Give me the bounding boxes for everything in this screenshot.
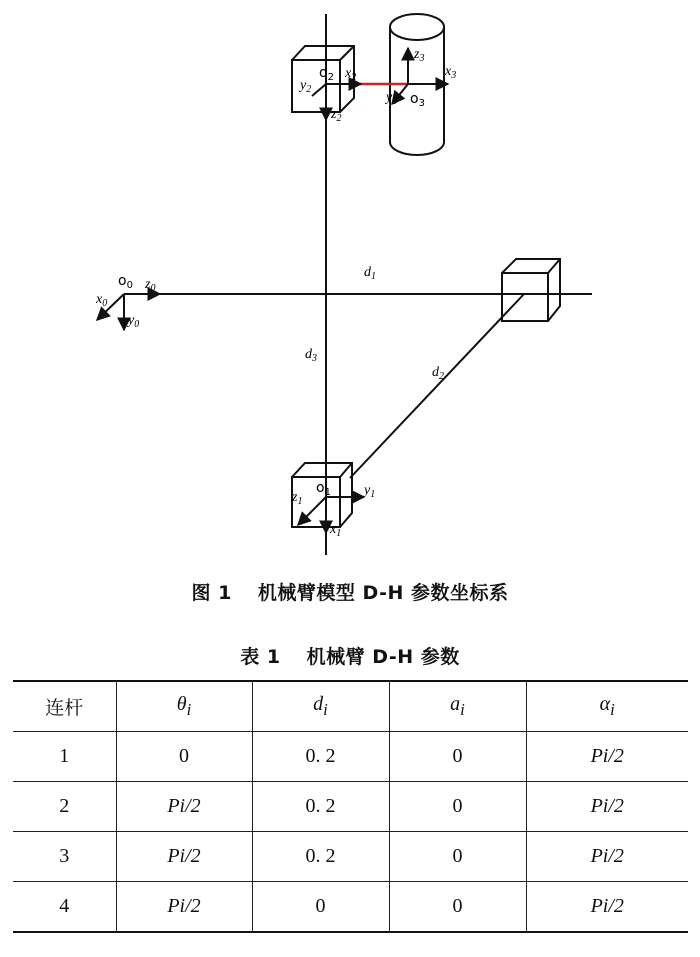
table-caption-label: 表 1 — [240, 646, 281, 668]
cell-alpha: Pi/2 — [526, 732, 688, 782]
label-o0: $o_0$ — [118, 273, 133, 291]
table-caption — [0, 642, 700, 669]
joint-box-right — [502, 259, 560, 321]
cell-d: 0. 2 — [252, 732, 389, 782]
label-d1: $d_1$ — [364, 265, 376, 282]
header-a: $a_i$ — [389, 681, 526, 732]
label-o3: $o_3$ — [410, 91, 425, 109]
cell-theta: Pi/2 — [116, 782, 252, 832]
cell-a: 0 — [389, 832, 526, 882]
label-x3: $x_3$ — [445, 64, 457, 81]
cell-link: 1 — [59, 745, 70, 767]
label-y1: $y_1$ — [364, 483, 376, 500]
label-z3: $z_3$ — [414, 47, 425, 64]
label-z1: $z_1$ — [292, 490, 303, 507]
cell-a: 0 — [389, 782, 526, 832]
cell-theta: Pi/2 — [116, 832, 252, 882]
cell-link: 2 — [59, 795, 70, 817]
label-o2: $o_2$ — [319, 65, 334, 83]
label-y0: $y_0$ — [128, 313, 140, 330]
cell-d: 0. 2 — [252, 832, 389, 882]
table-row — [13, 782, 688, 832]
figure-caption — [0, 578, 700, 605]
figure-caption-label: 图 1 — [191, 582, 232, 604]
header-d: $d_i$ — [252, 681, 389, 732]
label-y2: $y_2$ — [300, 78, 312, 95]
cell-theta: 0 — [116, 732, 252, 782]
label-o1: $o_1$ — [316, 480, 331, 498]
table-header-row — [13, 681, 688, 732]
cell-theta: Pi/2 — [116, 882, 252, 933]
table-row — [13, 882, 688, 933]
cell-link: 4 — [59, 895, 70, 917]
axis-y2-arrow — [312, 84, 326, 96]
label-x0: $x_0$ — [96, 292, 108, 309]
diagonal-link-line — [350, 294, 524, 478]
cell-d: 0 — [252, 882, 389, 933]
table-row — [13, 732, 688, 782]
label-z0: $z_0$ — [145, 277, 156, 294]
label-d2: $d_2$ — [432, 365, 444, 382]
cell-alpha: Pi/2 — [526, 782, 688, 832]
cell-alpha: Pi/2 — [526, 832, 688, 882]
label-y3: $y_3$ — [386, 90, 398, 107]
cell-link: 3 — [59, 845, 70, 867]
label-x2: $x_2$ — [345, 66, 357, 83]
label-d3: $d_3$ — [305, 347, 317, 364]
header-link: 连杆 — [45, 697, 84, 719]
label-x1: $x_1$ — [330, 522, 342, 539]
cell-d: 0. 2 — [252, 782, 389, 832]
table-row — [13, 832, 688, 882]
cell-alpha: Pi/2 — [526, 882, 688, 933]
cell-a: 0 — [389, 732, 526, 782]
figure-caption-text: 机械臂模型 D-H 参数坐标系 — [257, 582, 509, 604]
table-caption-text: 机械臂 D-H 参数 — [306, 646, 460, 668]
dh-parameter-table — [13, 680, 688, 933]
header-alpha: $\alpha_i$ — [526, 681, 688, 732]
label-z2: $z_2$ — [331, 107, 342, 124]
cell-a: 0 — [389, 882, 526, 933]
header-theta: $\theta_i$ — [116, 681, 252, 732]
